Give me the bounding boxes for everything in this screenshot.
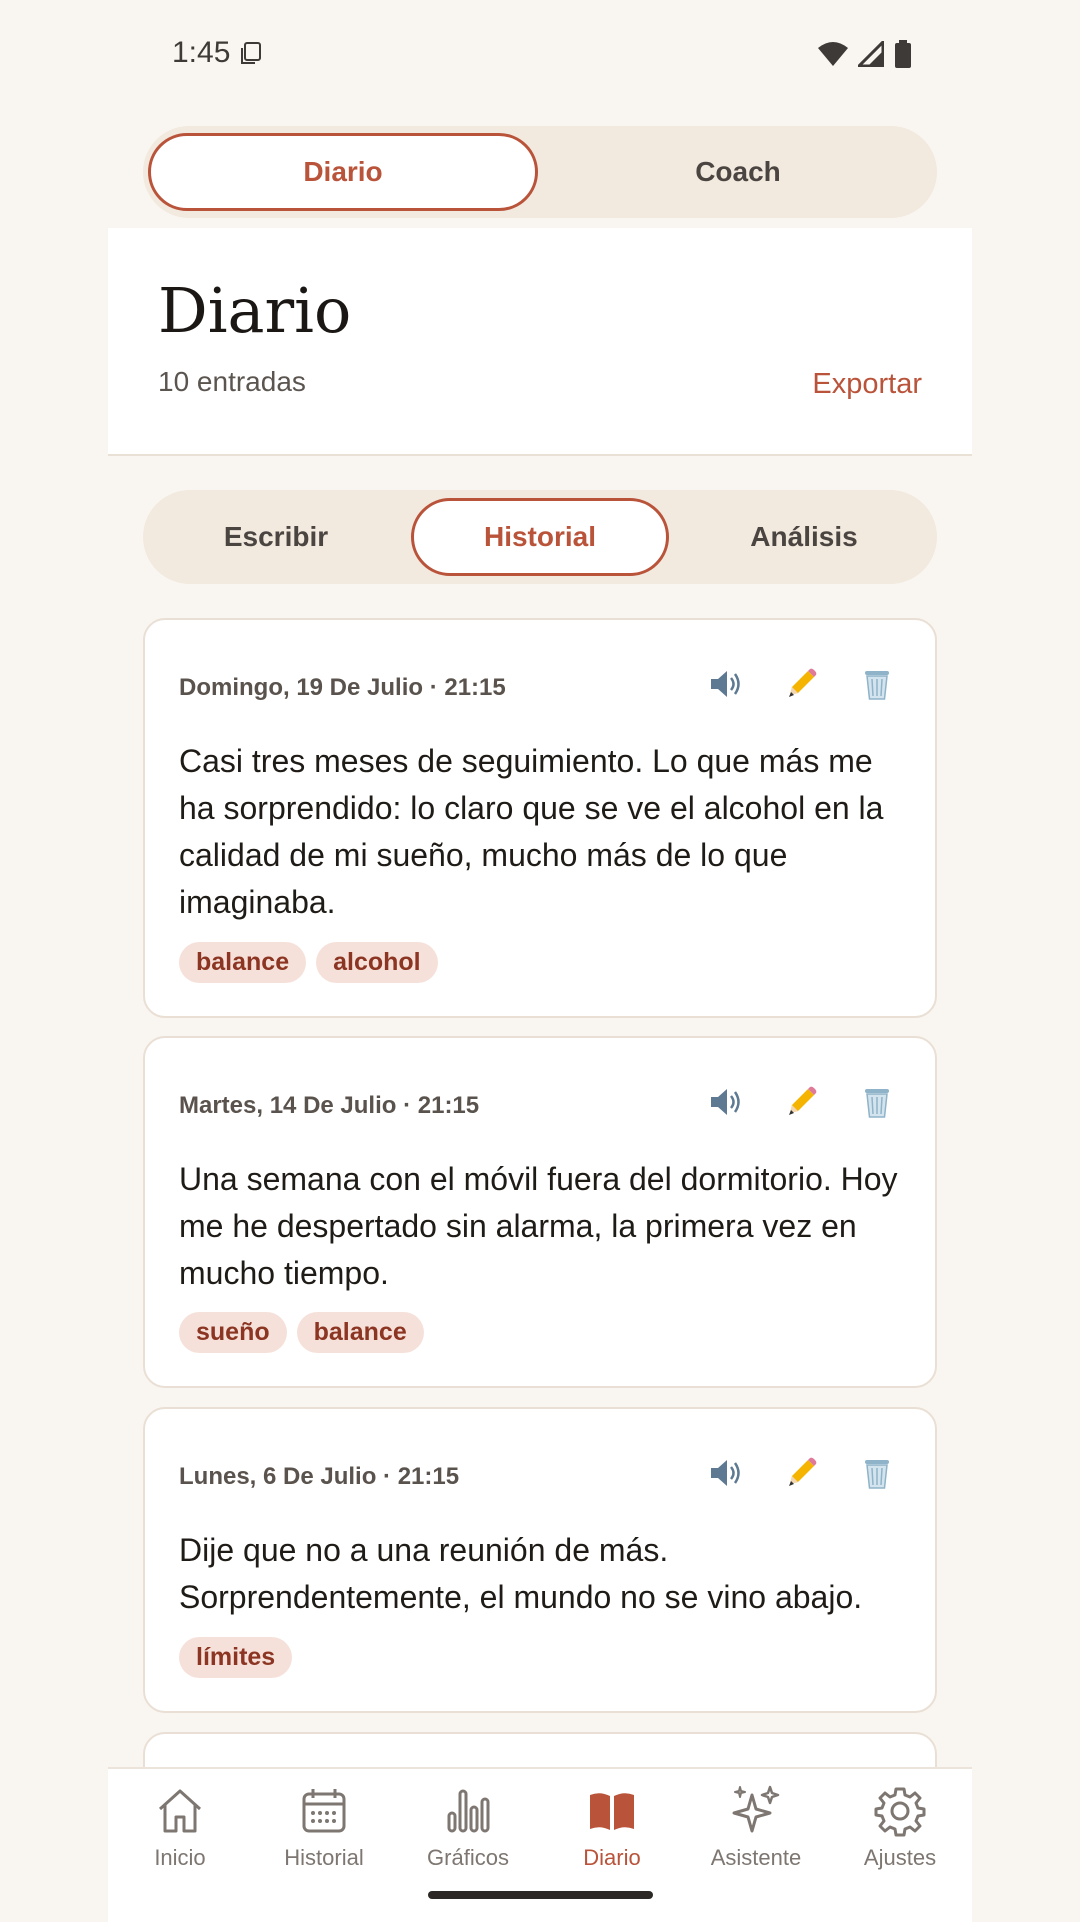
entry-date: Martes, 14 De Julio · 21:15 (179, 1092, 480, 1119)
wifi-icon (818, 41, 848, 67)
nav-item-ajustes[interactable] (828, 1783, 972, 1871)
journal-entry[interactable] (143, 1036, 937, 1388)
tag[interactable]: alcohol (316, 942, 438, 983)
pencil-icon[interactable] (783, 666, 819, 702)
status-bar (0, 0, 1080, 110)
sparkles-icon (728, 1783, 784, 1839)
nav-label: Gráficos (427, 1845, 509, 1870)
entry-count: 10 entradas (158, 366, 306, 397)
home-indicator[interactable] (428, 1891, 653, 1899)
export-button[interactable]: Exportar (812, 368, 922, 400)
speaker-icon[interactable] (707, 666, 743, 702)
bar-chart-icon (440, 1783, 496, 1839)
journal-entry[interactable] (143, 618, 937, 1018)
tag[interactable]: límites (179, 1637, 292, 1678)
book-icon (584, 1783, 640, 1839)
entry-actions (707, 1455, 895, 1491)
nav-item-historial[interactable] (252, 1783, 396, 1871)
page-title: Diario (158, 274, 352, 347)
entry-tags (179, 1312, 424, 1353)
trash-icon[interactable] (859, 1455, 895, 1491)
nav-label: Historial (284, 1845, 364, 1870)
entry-text: Una semana con el móvil fuera del dormitorio. Hoy me he despertado sin alarma, la primera vez en mucho tiempo. (179, 1161, 898, 1291)
signal-icon (858, 41, 884, 67)
tab-coach[interactable]: Coach (695, 156, 781, 187)
gear-icon (872, 1783, 928, 1839)
entry-text: Casi tres meses de seguimiento. Lo que más me ha sorprendido: lo claro que se ve el alcohol en la calidad de mi sueño, mucho más de lo que imaginaba. (179, 743, 884, 920)
speaker-icon[interactable] (707, 1084, 743, 1120)
sub-tab-bar (143, 490, 937, 584)
nav-item-inicio[interactable] (108, 1783, 252, 1871)
journal-entry[interactable] (143, 1407, 937, 1713)
tab-diario[interactable]: Diario (148, 133, 538, 211)
nav-item-diario[interactable] (540, 1783, 684, 1871)
tag[interactable]: balance (297, 1312, 424, 1353)
entry-actions (707, 1084, 895, 1120)
pencil-icon[interactable] (783, 1455, 819, 1491)
tag[interactable]: balance (179, 942, 306, 983)
top-tab-bar (143, 126, 937, 218)
status-icons (818, 40, 912, 68)
trash-icon[interactable] (859, 666, 895, 702)
entry-tags (179, 942, 438, 983)
tab-historial[interactable]: Historial (411, 498, 669, 576)
tab-escribir[interactable]: Escribir (223, 521, 329, 552)
tab-analisis[interactable]: Análisis (750, 521, 858, 552)
entry-tags (179, 1637, 292, 1678)
nav-label: Diario (583, 1845, 641, 1870)
calendar-icon (296, 1783, 352, 1839)
trash-icon[interactable] (859, 1084, 895, 1120)
nav-item-graficos[interactable] (396, 1783, 540, 1871)
entry-actions (707, 666, 895, 702)
nav-label: Ajustes (863, 1845, 937, 1870)
pencil-icon[interactable] (783, 1084, 819, 1120)
nav-label: Asistente (710, 1845, 802, 1870)
home-icon (152, 1783, 208, 1839)
speaker-icon[interactable] (707, 1455, 743, 1491)
screenshot-notification-icon (240, 42, 262, 64)
page-header (108, 228, 972, 456)
entry-text: Dije que no a una reunión de más. Sorprendentemente, el mundo no se vino abajo. (179, 1532, 863, 1615)
entry-date: Domingo, 19 De Julio · 21:15 (179, 674, 506, 701)
tag[interactable]: sueño (179, 1312, 287, 1353)
status-time: 1:45 (172, 36, 231, 69)
battery-icon (894, 40, 912, 68)
nav-item-asistente[interactable] (684, 1783, 828, 1871)
entry-date: Lunes, 6 De Julio · 21:15 (179, 1463, 460, 1490)
nav-label: Inicio (154, 1845, 206, 1870)
